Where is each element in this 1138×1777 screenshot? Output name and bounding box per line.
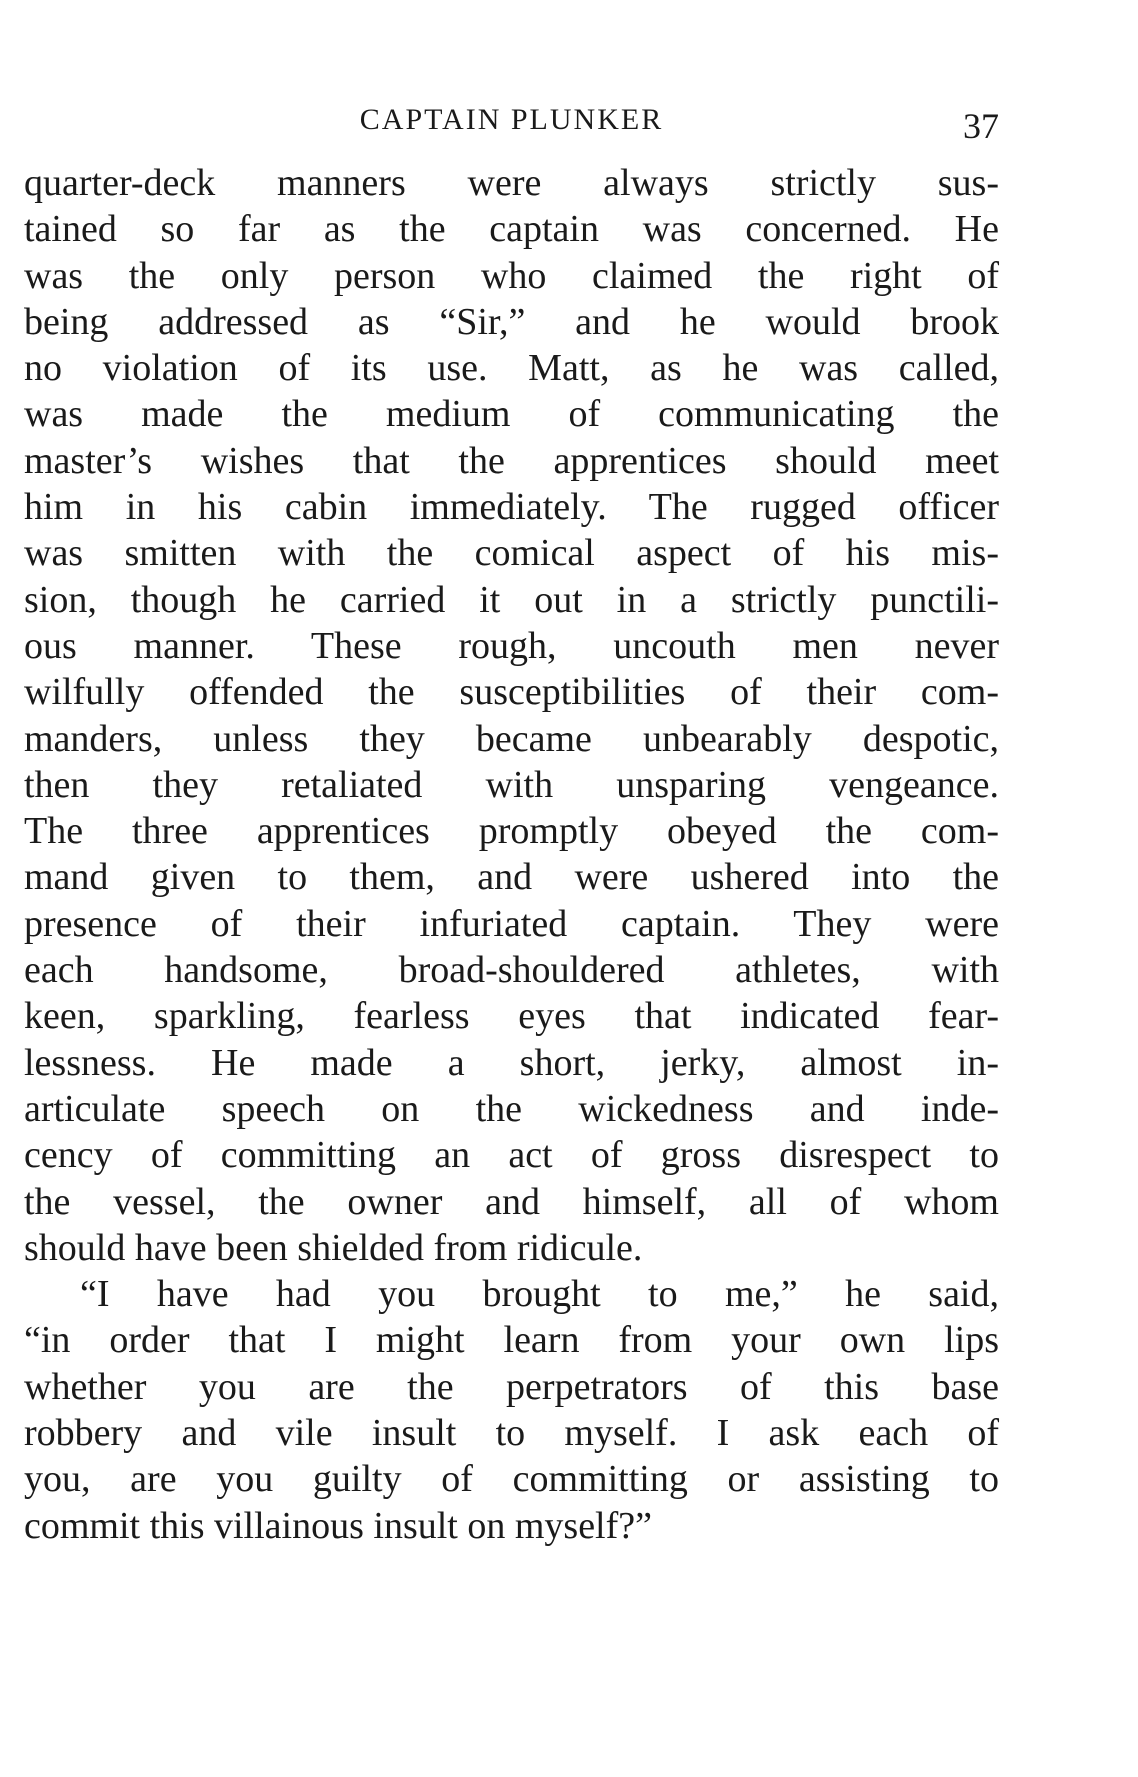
text-line: each handsome, broad-shouldered athletes, with bbox=[24, 949, 999, 992]
page-number: 37 bbox=[963, 106, 999, 146]
text-line: being addressed as “Sir,” and he would brook bbox=[24, 300, 999, 343]
text-line: presence of their infuriated captain. They were bbox=[24, 902, 999, 945]
text-line: “in order that I might learn from your own lips bbox=[24, 1319, 999, 1362]
text-line: The three apprentices promptly obeyed the com- bbox=[24, 810, 999, 853]
text-line: the vessel, the owner and himself, all of whom bbox=[24, 1180, 999, 1223]
text-line: keen, sparkling, fearless eyes that indicated fear- bbox=[24, 995, 999, 1038]
running-title: CAPTAIN PLUNKER bbox=[359, 103, 664, 136]
text-line: tained so far as the captain was concerned. He bbox=[24, 208, 999, 251]
text-line: no violation of its use. Matt, as he was called, bbox=[24, 347, 999, 390]
text-line: mand given to them, and were ushered into the bbox=[24, 856, 999, 899]
paragraph bbox=[24, 160, 999, 1271]
running-head bbox=[24, 95, 999, 155]
text-line: manders, unless they became unbearably despotic, bbox=[24, 717, 999, 760]
text-line: him in his cabin immediately. The rugged officer bbox=[24, 486, 999, 529]
paragraph bbox=[24, 1271, 999, 1549]
text-line: cency of committing an act of gross disrespect to bbox=[24, 1134, 999, 1177]
text-line: was made the medium of communicating the bbox=[24, 393, 999, 436]
text-line: quarter-deck manners were always strictly sus- bbox=[24, 162, 999, 204]
text-line: sion, though he carried it out in a strictly punctili- bbox=[24, 578, 999, 621]
text-line: you, are you guilty of committing or assisting to bbox=[24, 1458, 999, 1501]
text-line: then they retaliated with unsparing vengeance. bbox=[24, 763, 999, 806]
body-text bbox=[24, 160, 999, 1549]
text-line: lessness. He made a short, jerky, almost in- bbox=[24, 1041, 999, 1084]
text-line: “I have had you brought to me,” he said, bbox=[80, 1273, 999, 1316]
text-line: master’s wishes that the apprentices should meet bbox=[24, 439, 999, 482]
text-line: ous manner. These rough, uncouth men never bbox=[24, 624, 999, 667]
text-line: should have been shielded from ridicule. bbox=[24, 1226, 643, 1269]
text-line: robbery and vile insult to myself. I ask each of bbox=[24, 1412, 999, 1455]
text-line: articulate speech on the wickedness and inde- bbox=[24, 1087, 999, 1130]
text-line: wilfully offended the susceptibilities of their com- bbox=[24, 671, 999, 714]
text-line: was the only person who claimed the right of bbox=[24, 254, 999, 297]
text-line: was smitten with the comical aspect of his mis- bbox=[24, 532, 999, 575]
text-line: whether you are the perpetrators of this base bbox=[24, 1365, 999, 1408]
text-line: commit this villainous insult on myself?” bbox=[24, 1504, 653, 1547]
